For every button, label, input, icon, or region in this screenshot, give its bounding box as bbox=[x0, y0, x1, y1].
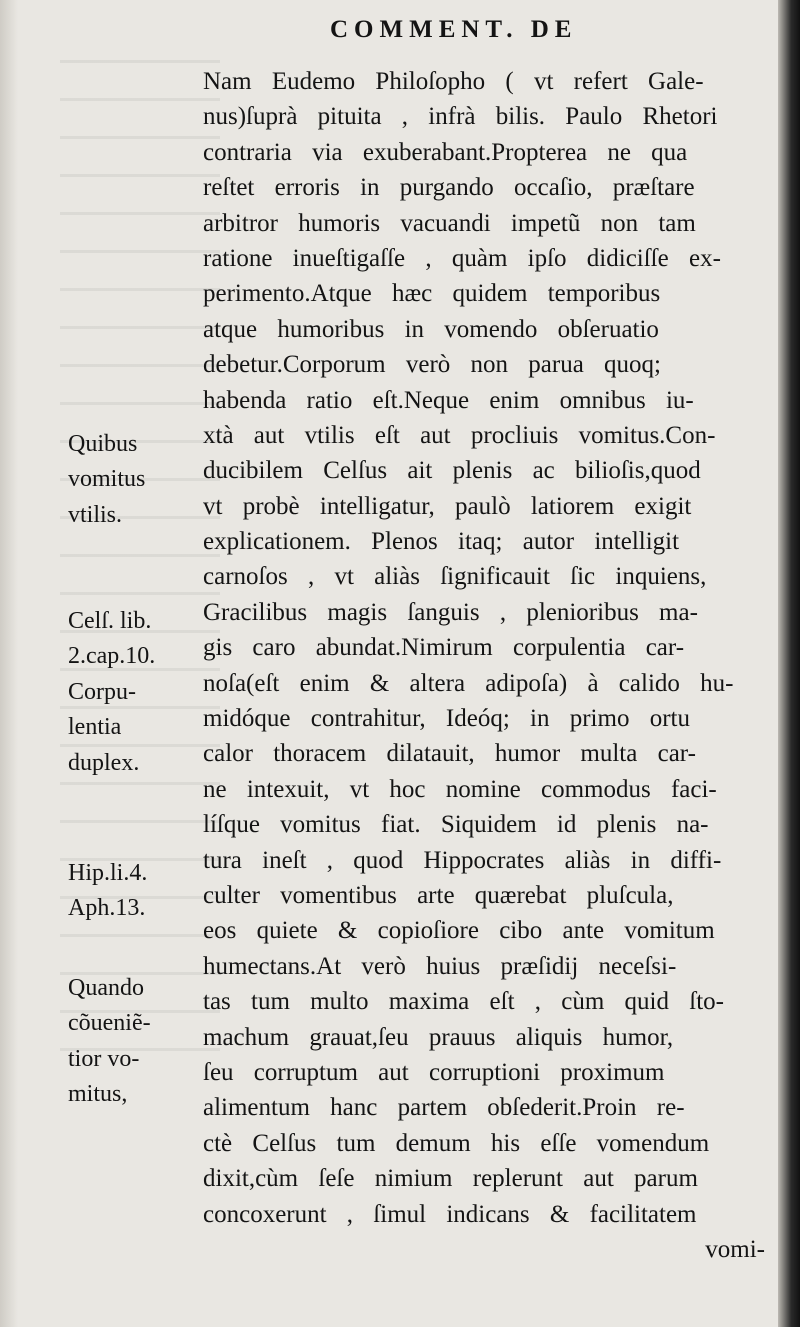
text-line: perimento.Atque hæc quidem temporibus bbox=[203, 280, 661, 308]
text-line: nus)ſuprà pituita , infrà bilis. Paulo Rhetori bbox=[203, 103, 718, 131]
text-line: ducibilem Celſus ait plenis ac bilioſis,quod bbox=[203, 457, 701, 485]
text-line: debetur.Corporum verò non parua quoq; bbox=[203, 351, 661, 379]
margin-note-line: Quibus bbox=[68, 431, 138, 457]
text-line: ne intexuit, vt hoc nomine commodus faci- bbox=[203, 775, 717, 803]
margin-note-line: 2.cap.10. bbox=[68, 643, 156, 670]
text-line: arbitror humoris vacuandi impetũ non tam bbox=[203, 209, 696, 237]
margin-note-line: Hip.li.4. bbox=[68, 860, 148, 886]
margin-note-line: duplex. bbox=[68, 749, 140, 776]
text-line: tas tum multo maxima eſt , cùm quid ſto- bbox=[203, 988, 724, 1016]
margin-note-line: Aph.13. bbox=[68, 895, 146, 922]
text-line: eos quiete & copioſiore cibo ante vomitum bbox=[203, 917, 715, 945]
text-line: gis caro abundat.Nimirum corpulentia car- bbox=[203, 634, 685, 662]
text-line: explicationem. Plenos itaq; autor intelligit bbox=[203, 528, 680, 556]
text-line: dixit,cùm ſeſe nimium replerunt aut parum bbox=[203, 1165, 698, 1193]
margin-note-line: mitus, bbox=[68, 1081, 128, 1108]
margin-note-line: lentia bbox=[68, 714, 122, 741]
text-line: carnoſos , vt aliàs ſignificauit ſic inquiens, bbox=[203, 563, 707, 591]
margin-note-line: Corpu- bbox=[68, 678, 136, 705]
margin-note-line: cõueniẽ- bbox=[68, 1010, 151, 1037]
text-line: machum grauat,ſeu prauus aliquis humor, bbox=[203, 1023, 674, 1051]
margin-note-hippocrates-reference bbox=[68, 856, 200, 927]
text-line: xtà aut vtilis eſt aut procliuis vomitus.Con- bbox=[203, 421, 716, 449]
main-text-block bbox=[203, 64, 765, 1267]
page-edge-shadow bbox=[0, 0, 18, 1327]
catchword-line: vomi- bbox=[705, 1235, 765, 1263]
text-line: calor thoracem dilatauit, humor multa car- bbox=[203, 740, 696, 768]
text-line: reſtet erroris in purgando occaſio, præſtare bbox=[203, 174, 695, 202]
text-line: contraria via exuberabant.Propterea ne qua bbox=[203, 138, 688, 166]
margin-note-line: vomitus bbox=[68, 466, 146, 493]
text-line: líſque vomitus fiat. Siquidem id plenis na- bbox=[203, 811, 709, 839]
text-line: culter vomentibus arte quærebat pluſcula, bbox=[203, 881, 674, 909]
text-line: vt probè intelligatur, paulò latiorem exigit bbox=[203, 492, 692, 520]
margin-note-line: vtilis. bbox=[68, 501, 123, 528]
book-spine bbox=[778, 0, 800, 1327]
text-line: Nam Eudemo Philoſopho ( vt refert Gale- bbox=[203, 68, 704, 95]
margin-note-quando-conuenientior bbox=[68, 971, 200, 1113]
text-line: Gracilibus magis ſanguis , plenioribus ma- bbox=[203, 598, 698, 626]
running-head: COMMENT. DE bbox=[330, 16, 578, 43]
text-line: tura ineſt , quod Hippocrates aliàs in diffi- bbox=[203, 846, 722, 874]
text-line: ſeu corruptum aut corruptioni proximum bbox=[203, 1058, 665, 1086]
text-line: habenda ratio eſt.Neque enim omnibus iu- bbox=[203, 386, 694, 414]
text-line: midóque contrahitur, Ideóq; in primo ortu bbox=[203, 705, 690, 733]
margin-note-celsus-reference bbox=[68, 604, 200, 781]
margin-note-line: Quando bbox=[68, 975, 144, 1001]
text-line: ctè Celſus tum demum his eſſe vomendum bbox=[203, 1129, 710, 1157]
text-line: humectans.At verò huius præſidij neceſsi- bbox=[203, 952, 677, 980]
text-line: atque humoribus in vomendo obſeruatio bbox=[203, 315, 659, 343]
text-line: ratione inueſtigaſſe , quàm ipſo didiciſſe ex- bbox=[203, 244, 721, 272]
margin-note-line: Celſ. lib. bbox=[68, 608, 152, 634]
margin-note-line: tior vo- bbox=[68, 1045, 140, 1072]
text-line: alimentum hanc partem obſederit.Proin re- bbox=[203, 1094, 685, 1122]
text-line: concoxerunt , ſimul indicans & facilitatem bbox=[203, 1200, 697, 1228]
text-line: noſa(eſt enim & altera adipoſa) à calido hu- bbox=[203, 669, 734, 697]
margin-note-quibus-vomitus bbox=[68, 427, 200, 533]
